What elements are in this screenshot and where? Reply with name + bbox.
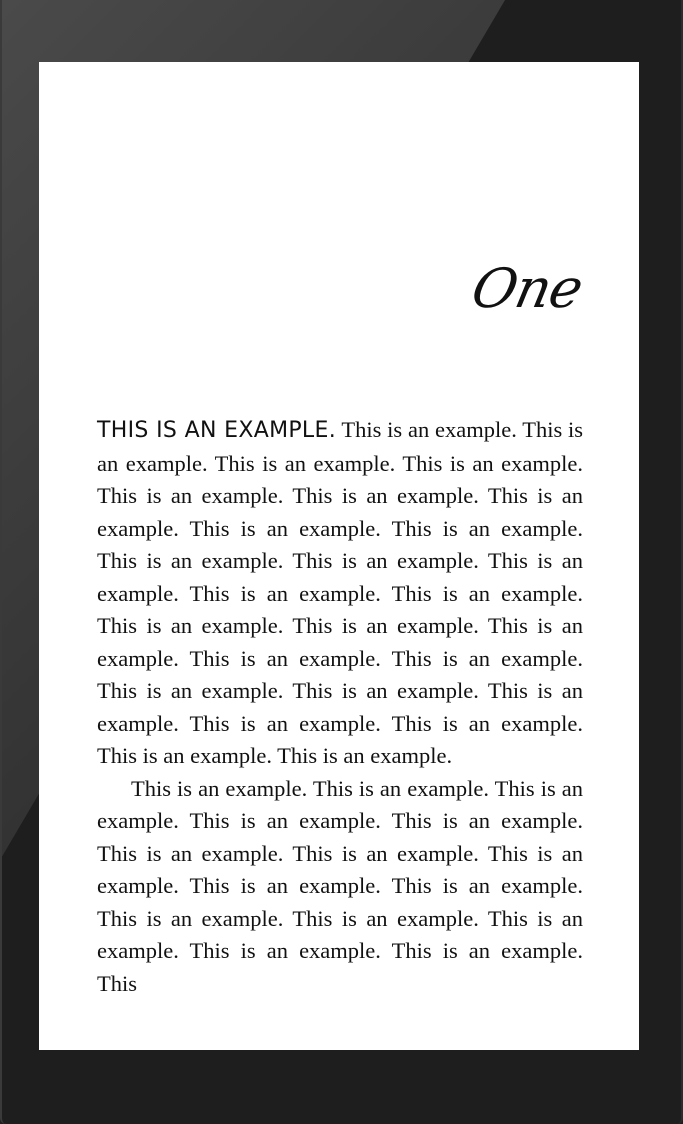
lead-in-text: THIS IS AN EXAMPLE. [97, 418, 336, 443]
paragraph-1-text: This is an example. This is an example. This is an example. This is an example. This is an example. This is an example. This is an example. This is an example. This is an example. This is an example. This is an example. This is an example. This is an example. This is an example. This is an example. This is an example. This is an example. This is an example. This is an example. This is an example. This is an example. This is an example. This is an example. This is an example. This is an example. This is an example. [97, 417, 583, 768]
reader-screen[interactable] [39, 62, 639, 1050]
paragraph-2: This is an example. This is an example. This is an example. This is an example. This is an example. This is an example. This is an example. This is an example. This is an example. This is an example. This is an example. This is an example. This is an example. This is an example. This is an example. This [97, 775, 583, 996]
chapter-title: One [466, 257, 588, 320]
book-text [97, 414, 583, 1000]
paragraph-1 [97, 414, 583, 773]
